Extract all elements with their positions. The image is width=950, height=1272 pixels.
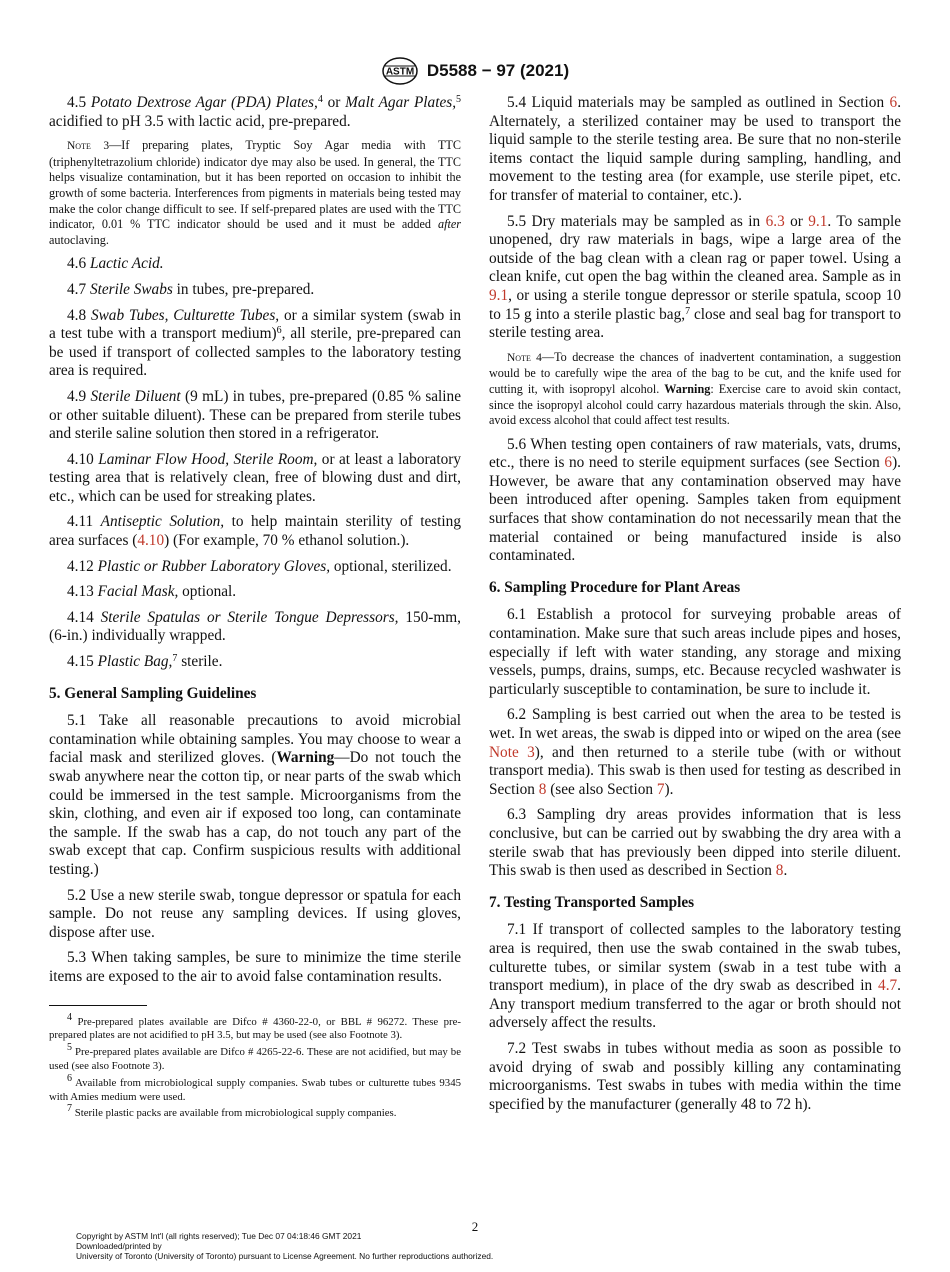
section-4-10: 4.10 Laminar Flow Hood, Sterile Room, or at least a laboratory testing area that is relatively clean, free of blowing dust and dirt, etc., which can be used for streaking plates. <box>49 450 461 505</box>
section-link-8-second[interactable]: 8 <box>775 862 784 880</box>
note-link-3[interactable]: Note 3 <box>489 743 535 761</box>
right-column <box>489 94 901 1121</box>
section-7-1: 7.1 If transport of collected samples to the laboratory testing area is required, then use the swab contained in the swab tubes, culturette tubes, or similar system (swab in a test tube with a transport medium), in place of the dry swab as described in 4.7. Any transport medium transferred to the agar or broth should not adversely affect the results. <box>489 921 902 1032</box>
license-line: University of Toronto (University of Toronto) pursuant to License Agreement. No further reproductions authorized. <box>76 1251 494 1262</box>
section-4-7: 4.7 Sterile Swabs in tubes, pre-prepared. <box>67 280 315 298</box>
document-designation: D5588 − 97 (2021) <box>426 61 570 80</box>
section-6-heading: 6. Sampling Procedure for Plant Areas <box>489 578 741 596</box>
footnote-divider <box>49 1005 147 1006</box>
footnote-ref-7-right[interactable]: 7 <box>685 305 691 317</box>
section-4-13: 4.13 Facial Mask, optional. <box>67 583 237 601</box>
section-5-3: 5.3 When taking samples, be sure to minimize the time sterile items are exposed to the air to avoid false contamination results. <box>49 949 461 985</box>
section-4-15: 4.15 Plastic Bag,$^7$ sterile. <box>67 653 223 671</box>
footnote-ref-4[interactable]: 4 <box>317 94 323 105</box>
copyright-notice <box>76 1231 493 1262</box>
section-link-6-second[interactable]: 6 <box>884 454 893 472</box>
footnote-ref-6[interactable]: 6 <box>276 325 282 337</box>
section-6-3: 6.3 Sampling dry areas provides information that is less conclusive, but can be carried out by swabbing the dry area with a sterile swab that has previously been dipped into sterile diluent. This swab is then used as described in Section 8. <box>489 806 902 880</box>
left-column <box>49 94 461 1124</box>
section-link-7[interactable]: 7 <box>656 780 665 798</box>
section-link-9-1-second[interactable]: 9.1 <box>489 286 509 304</box>
section-link-6-3[interactable]: 6.3 <box>765 212 785 230</box>
section-4-12: 4.12 Plastic or Rubber Laboratory Gloves, optional, sterilized. <box>67 557 452 575</box>
section-7-heading: 7. Testing Transported Samples <box>489 893 695 911</box>
footnote-4: $^4$ Pre-prepared plates available are Difco # 4360-22-0, or BBL # 96272. These pre-prepared plates are not acidified to pH 3.5, but may be used (see also Footnote 3). <box>49 1011 461 1042</box>
download-line: Downloaded/printed by <box>76 1241 162 1252</box>
footnote-ref-5[interactable]: 5 <box>456 94 462 105</box>
astm-logo-icon <box>381 56 419 86</box>
copyright-line: Copyright by ASTM Int'l (all rights reserved); Tue Dec 07 04:18:46 GMT 2021 <box>76 1231 362 1241</box>
section-4-9: 4.9 Sterile Diluent (9 mL) in tubes, pre-prepared (0.85 % saline or other suitable diluent). These can be prepared from sterile tubes and sterile saline solution then stored in a refrigerator. <box>49 387 461 443</box>
section-7-2: 7.2 Test swabs in tubes without media as soon as possible to avoid drying of swab and possibly killing any contaminating microorganisms. Test swabs in tubes with media within the time specified by the manufacturer (generally 48 to 72 h). <box>489 1039 901 1113</box>
section-6-1: 6.1 Establish a protocol for surveying probable areas of contamination. Make sure that such areas include pipes and hoses, especially if left with water standing, any storage and mixing vessels, pumps, drains, sumps, etc. Because recycled washwater is particularly susceptible to contamination, be sure to include it. <box>489 606 901 698</box>
section-5-heading: 5. General Sampling Guidelines <box>49 684 257 702</box>
footnote-5: $^5$ Pre-prepared plates available are Difco # 4265-22-6. These are not acidified, but may be used (see also Footnote 3). <box>49 1042 461 1072</box>
section-4-11: 4.11 Antiseptic Solution, to help maintain sterility of testing area surfaces (4.10) (For example, 70 % ethanol solution.). <box>49 513 461 550</box>
section-4-5: 4.5 Potato Dextrose Agar (PDA) Plates,$^4$ or Malt Agar Plates,$^5$ acidified to pH 3.5 with lactic acid, pre-prepared. <box>49 94 462 130</box>
note-3: Note 3—If preparing plates, Tryptic Soy Agar media with TTC (triphenyltetrazolium chloride) indicator dye may also be used. In general, the TTC helps visualize contamination, but it has been reported on occasion to inhibit the growth of some bacteria. Interferences from pigments in materials being tested may make the color change difficult to see. If self-prepared plates are used with the TTC indicator, 0.01 % TTC indicator should be used and it must be added after autoclaving. <box>49 138 462 247</box>
section-5-6: 5.6 When testing open containers of raw materials, vats, drums, etc., there is no need to sterile equipment surfaces (see Section 6). However, be aware that any contamination observed may have been introduced after opening. Samples taken from equipment surfaces that show contamination do not necessarily mean that the material contained or being manufactured inside is also contaminated. <box>489 435 901 565</box>
section-link-9-1[interactable]: 9.1 <box>808 212 828 230</box>
footnote-ref-7[interactable]: 7 <box>172 653 178 665</box>
section-4-6: 4.6 Lactic Acid. <box>67 255 164 273</box>
section-link-4-10[interactable]: 4.10 <box>137 532 165 550</box>
section-link-6[interactable]: 6 <box>889 94 898 111</box>
footnote-6: $^6$ Available from microbiological supply companies. Swab tubes or culturette tubes 9345 with Amies medium were used. <box>49 1072 461 1103</box>
section-link-4-7[interactable]: 4.7 <box>878 977 898 995</box>
section-4-8: 4.8 Swab Tubes, Culturette Tubes, or a similar system (swab in a test tube with a transport medium)$^6$, all sterile, pre-prepared can be used if transport of collected samples to the laboratory testing area is required. <box>49 306 462 380</box>
section-link-8[interactable]: 8 <box>538 780 547 798</box>
footnote-7: $^7$ Sterile plastic packs are available from microbiological supply companies. <box>67 1103 397 1120</box>
section-5-5: 5.5 Dry materials may be sampled as in 6.3 or 9.1. To sample unopened, dry raw materials in bags, wipe a large area of the outside of the bag clean with a clean rag or paper towel. Using a clean knife, cut open the bag within the cleaned area. Sample as in 9.1, or using a sterile tongue depressor or sterile spatula, scoop 10 to 15 g into a sterile plastic bag,$^7$ close and seal bag for transport to sterile testing area. <box>489 212 902 342</box>
section-4-14: 4.14 Sterile Spatulas or Sterile Tongue Depressors, 150-mm, (6-in.) individually wrapped. <box>49 608 462 645</box>
note-4: Note 4—To decrease the chances of inadvertent contamination, a suggestion would be to carefully wipe the area of the bag to be cut, and the knife used for cutting it, with isopropyl alcohol. Warning: Exercise care to avoid skin contact, since the isopropyl alcohol could carry hazardous materials through the skin. Also, avoid excess alcohol that could affect test results. <box>489 349 902 428</box>
page-number: 2 <box>471 1219 479 1234</box>
page-header <box>0 54 950 88</box>
section-5-2: 5.2 Use a new sterile swab, tongue depressor or spatula for each sample. Do not reuse any sampling devices. If using gloves, dispose after use. <box>49 886 461 941</box>
section-5-4: 5.4 Liquid materials may be sampled as outlined in Section 6. Alternately, a sterilized container may be used to transport the liquid sample to the sterile testing area. Be sure that no non-sterile items contact the liquid sample during sampling, handling, and movement to the testing area (for example, use sterile pipet, etc. for transfer of material to container, etc.). <box>489 94 902 204</box>
astm-logo-text: ASTM <box>385 66 415 78</box>
section-5-1: 5.1 Take all reasonable precautions to avoid microbial contamination while obtaining samples. You may choose to wear a facial mask and sterilized gloves. (Warning—Do not touch the swab anywhere near the cotton tip, or near parts of the swab which could be immersed in the test sample. Microorganisms from the skin, clothing, and even air if exposed too long, can contaminate the sample. If the swab has a cap, do not touch any part of the swab except that cap. Confirm suspicious results with additional testing.) <box>49 712 461 878</box>
section-6-2: 6.2 Sampling is best carried out when the area to be tested is wet. In wet areas, the swab is dipped into or wiped on the area (see Note 3), and then returned to a sterile tube (with or without transport media). This swab is then used for testing as described in Section 8 (see also Section 7). <box>489 706 901 798</box>
